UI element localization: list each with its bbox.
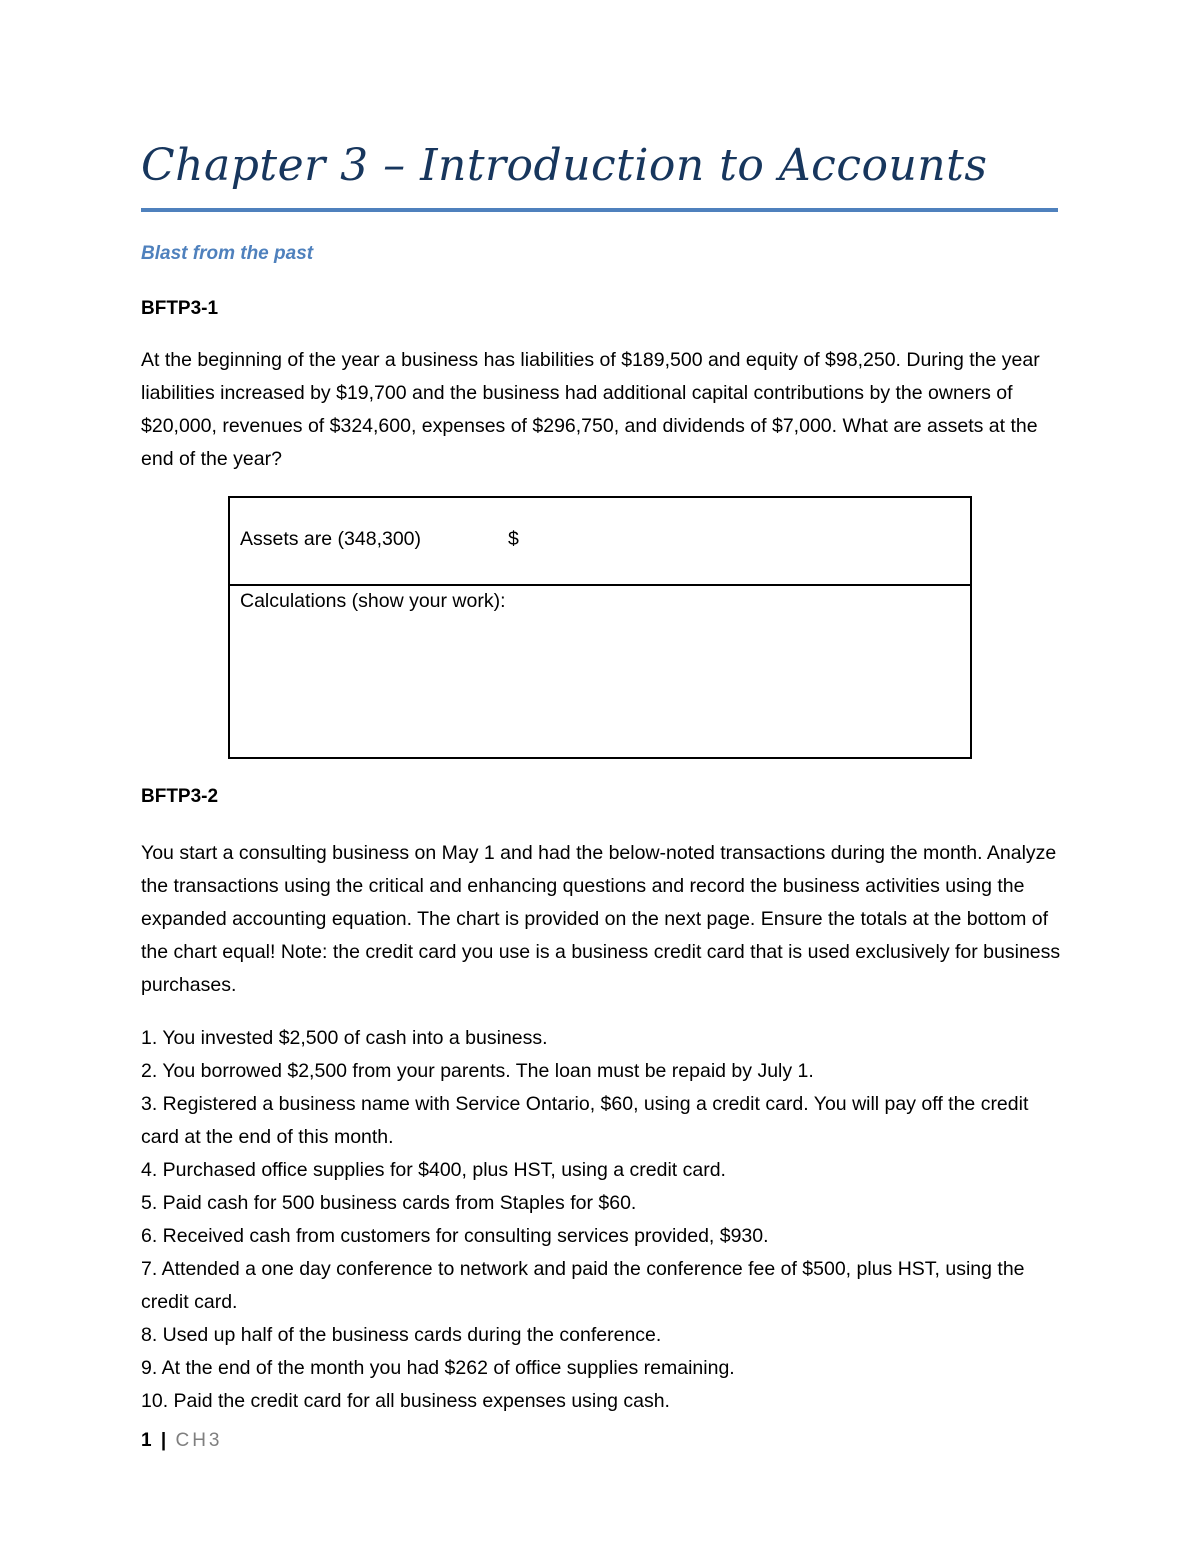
list-item: 4. Purchased office supplies for $400, plus HST, using a credit card. xyxy=(141,1159,726,1181)
question-text-1: At the beginning of the year a business has liabilities of $189,500 and equity of $98,250. During the year liabilities increased by $19,700 and the business had additional capital contributions by the owners of $20,000, revenues of $324,600, expenses of $296,750, and dividends of $7,000. What are assets at the end of the year? xyxy=(141,349,1040,470)
question-label-2: BFTP3-2 xyxy=(141,786,219,807)
list-item: 9. At the end of the month you had $262 of office supplies remaining. xyxy=(141,1357,735,1379)
question-text-2: You start a consulting business on May 1 and had the below-noted transactions during the month. Analyze the transactions using the critical and enhancing questions and record the business activities using the expanded accounting equation. The chart is provided on the next page. Ensure the totals at the bottom of the chart equal! Note: the credit card you use is a business credit card that is used exclusively for business purchases. xyxy=(141,842,1061,996)
section-subheading: Blast from the past xyxy=(141,243,314,264)
footer-separator: | xyxy=(160,1430,167,1451)
calculations-label: Calculations (show your work): xyxy=(240,590,506,612)
chapter-label: CH3 xyxy=(175,1430,223,1451)
page-number: 1 xyxy=(141,1430,152,1451)
list-item: 7. Attended a one day conference to network and paid the conference fee of $500, plus HST, using the credit card. xyxy=(141,1258,1025,1313)
list-item: 10. Paid the credit card for all business expenses using cash. xyxy=(141,1390,670,1412)
page-title: Chapter 3 – Introduction to Accounts xyxy=(141,140,988,191)
list-item: 3. Registered a business name with Service Ontario, $60, using a credit card. You will pay off the credit card at the end of this month. xyxy=(141,1093,1029,1148)
answer-row xyxy=(230,498,970,586)
answer-label: Assets are (348,300) xyxy=(240,528,422,550)
title-underline xyxy=(141,208,1058,212)
page-footer xyxy=(141,1430,222,1452)
list-item: 8. Used up half of the business cards during the conference. xyxy=(141,1324,662,1346)
question-label-1: BFTP3-1 xyxy=(141,298,219,319)
list-item: 6. Received cash from customers for consulting services provided, $930. xyxy=(141,1225,769,1247)
list-item: 2. You borrowed $2,500 from your parents. The loan must be repaid by July 1. xyxy=(141,1060,814,1082)
list-item: 5. Paid cash for 500 business cards from Staples for $60. xyxy=(141,1192,637,1214)
answer-box xyxy=(228,496,972,759)
list-item: 1. You invested $2,500 of cash into a business. xyxy=(141,1027,548,1049)
answer-dollar-field[interactable]: $ xyxy=(508,528,519,550)
transaction-list xyxy=(141,1022,1066,1418)
